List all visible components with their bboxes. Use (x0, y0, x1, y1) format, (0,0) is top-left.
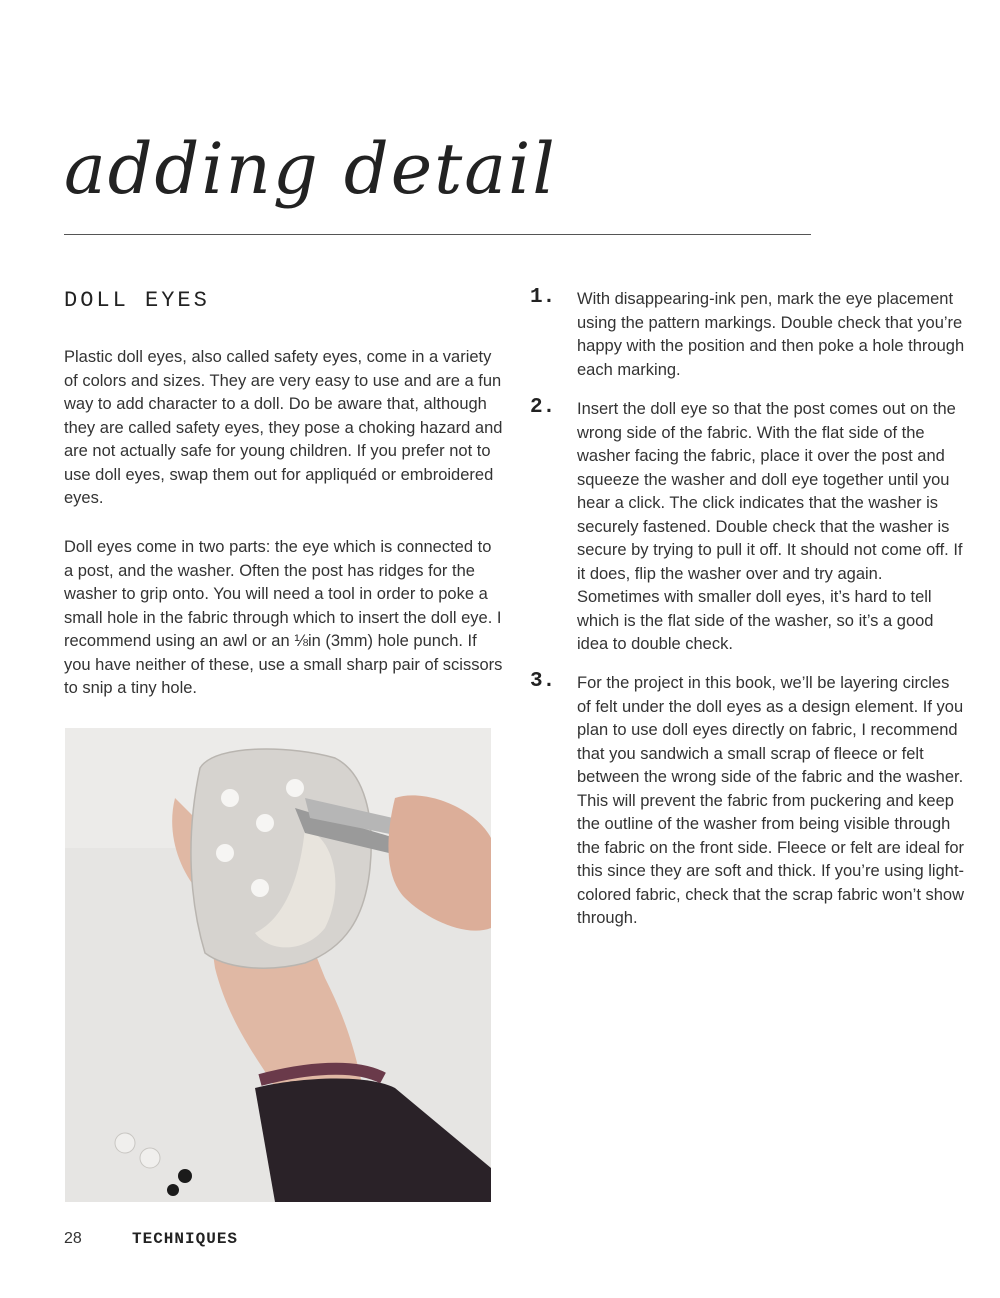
step-number: 1. (530, 286, 556, 309)
step-number: 2. (530, 396, 556, 419)
step-number: 3. (530, 670, 556, 693)
hole-punch-photo (65, 728, 491, 1202)
step-text: Insert the doll eye so that the post comes out on the wrong side of the fabric. With the flat side of the washer facing the fabric, place it over the post and squeeze the washer and doll eye together until you hear a click. The click indicates that the washer is securely fastened. Double check that the washer is secure by trying to pull it off. It should not come off. If it does, flip the washer over and try again. Sometimes with smaller doll eyes, it’s hard to tell which is the flat side of the washer, so it’s a good idea to double check. (577, 400, 963, 653)
intro-paragraph: Plastic doll eyes, also called safety eyes, come in a variety of colors and sizes. They are very easy to use and are a fun way to add character to a doll. Do be aware that, although they are called safety eyes, they pose a choking hazard and are not actually safe for young children. If you prefer not to use doll eyes, swap them out for appliquéd or embroidered eyes. (64, 348, 503, 507)
parts-paragraph: Doll eyes come in two parts: the eye which is connected to a post, and the washer. Often the post has ridges for the washer to grip onto. You will need a tool in order to poke a small hole in the fabric through which to insert the doll eye. I recommend using an awl or an ⅛in (3mm) hole punch. If you have neither of these, use a small sharp pair of scissors to snip a tiny hole. (64, 538, 503, 697)
section-heading: DOLL EYES (64, 288, 210, 313)
step-text: With disappearing-ink pen, mark the eye placement using the pattern markings. Double check that you’re happy with the position and then poke a hole through each marking. (577, 290, 965, 379)
page-number: 28 (64, 1230, 82, 1247)
step-text: For the project in this book, we’ll be layering circles of felt under the doll eyes as a design element. If you plan to use doll eyes directly on fabric, I recommend that you sandwich a small scrap of fleece or felt between the wrong side of the fabric and the washer. This will prevent the fabric from puckering and keep the outline of the washer from being visible through the fabric on the front side. Fleece or felt are ideal for this since they are soft and thick. If you’re using light-colored fabric, check that the scrap fabric won’t show through. (577, 674, 965, 927)
page-title: adding detail (64, 128, 557, 210)
title-divider (64, 234, 811, 235)
section-label: TECHNIQUES (132, 1230, 239, 1248)
